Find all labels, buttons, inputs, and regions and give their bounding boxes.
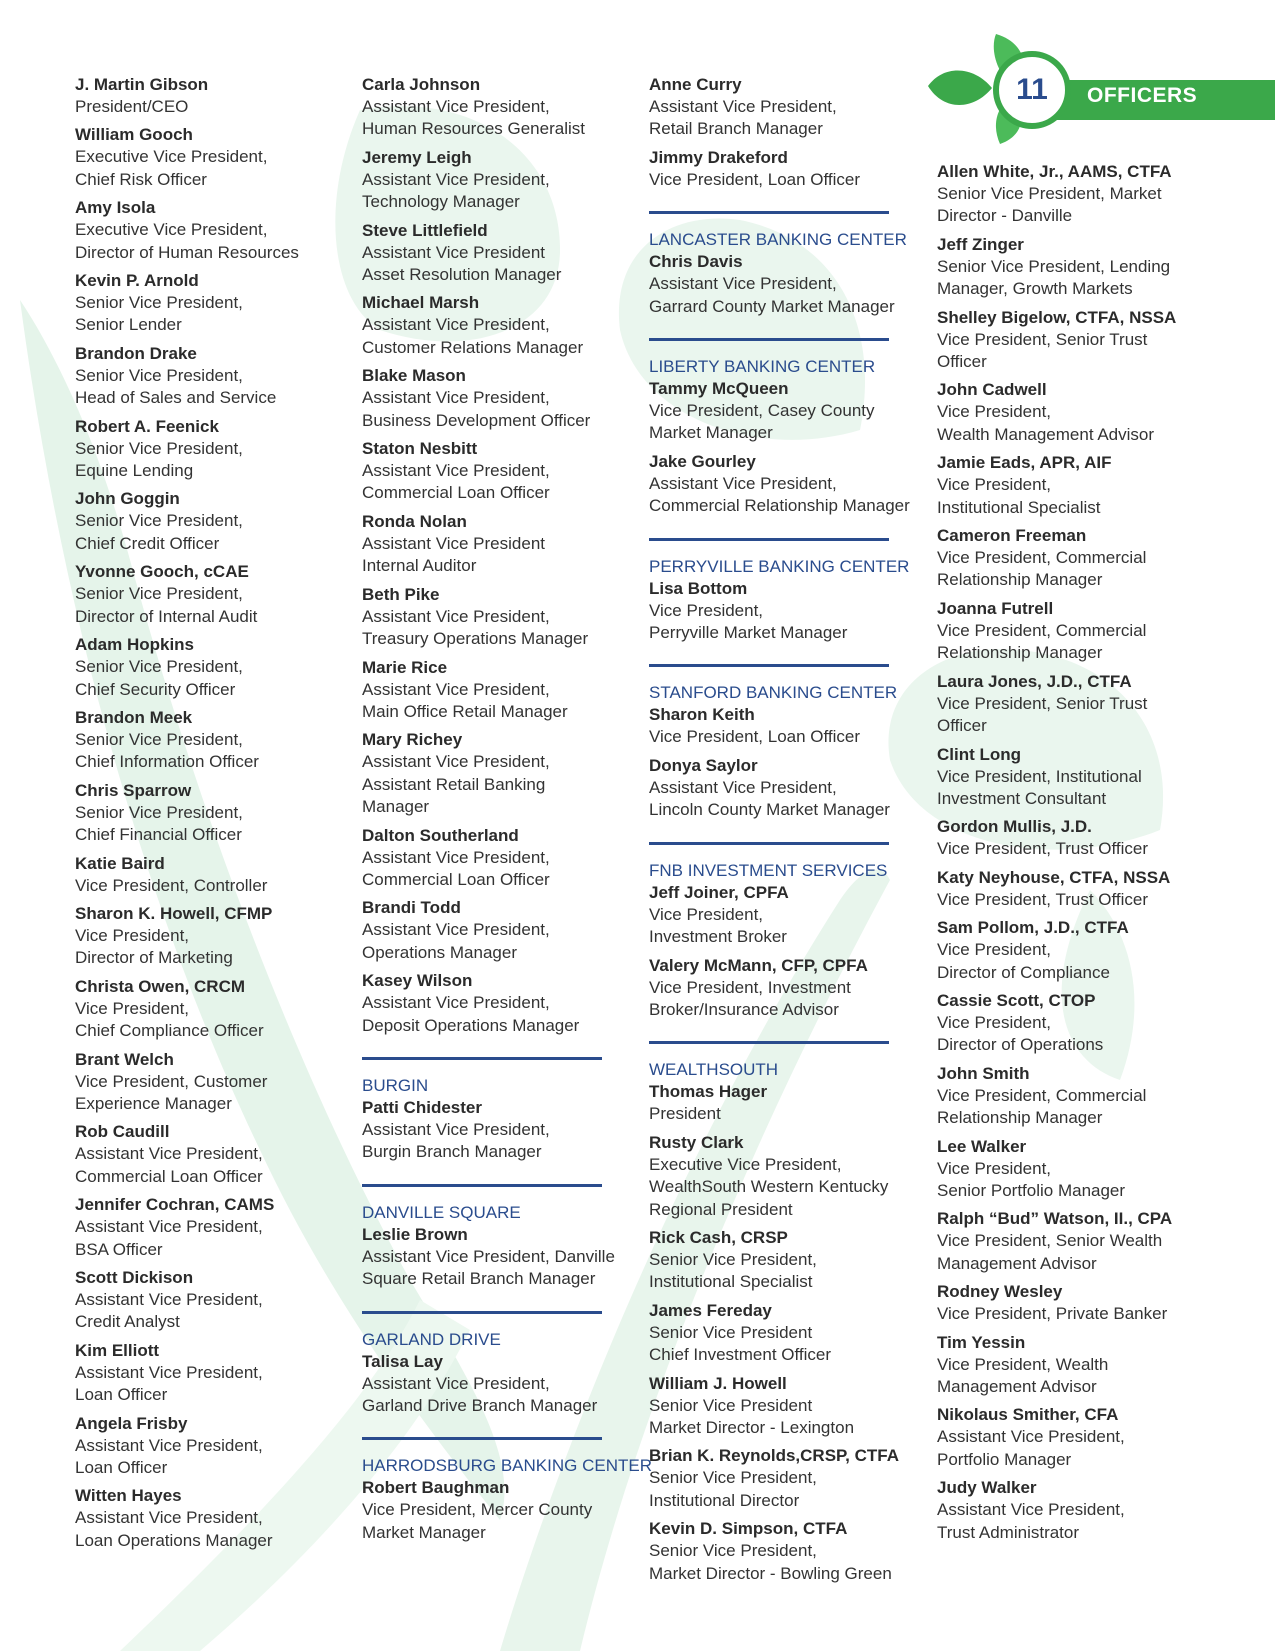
officer-entry — [75, 1413, 343, 1480]
officer-title: Vice President, Senior Portfolio Manager — [937, 1158, 1126, 1200]
officer-entry — [362, 729, 630, 818]
officer-name: Joanna Futrell — [937, 598, 1054, 618]
officer-name: Nikolaus Smither, CFA — [937, 1405, 1119, 1425]
officer-entry — [937, 671, 1205, 738]
section-divider — [362, 1057, 602, 1060]
officer-entry — [937, 1136, 1205, 1203]
officer-title: Assistant Vice President, Loan Operations Manager — [75, 1508, 273, 1550]
officer-name: Robert A. Feenick — [75, 416, 219, 436]
officer-name: Michael Marsh — [362, 293, 480, 313]
officer-section — [362, 1311, 630, 1418]
officer-name: Beth Pike — [362, 584, 440, 604]
officer-entry — [649, 451, 917, 518]
officer-entry — [362, 147, 630, 214]
officer-entry — [937, 452, 1205, 519]
officer-entry — [649, 882, 917, 949]
officer-title: Senior Vice President, Director of Internal Audit — [75, 584, 258, 626]
officer-title: Senior Vice President, Institutional Director — [649, 1468, 817, 1510]
officer-name: Chris Davis — [649, 252, 743, 272]
officer-entry — [937, 525, 1205, 592]
officer-entry — [937, 379, 1205, 446]
officer-entry — [362, 511, 630, 578]
officer-title: Senior Vice President Market Director - Lexington — [649, 1395, 855, 1437]
officer-name: Brandon Drake — [75, 343, 197, 363]
officer-name: Jimmy Drakeford — [649, 147, 788, 167]
officer-name: Robert Baughman — [362, 1478, 510, 1498]
section-heading: FNB INVESTMENT SERVICES — [649, 860, 888, 880]
officer-entry — [937, 598, 1205, 665]
officer-entry — [75, 343, 343, 410]
officer-title: Executive Vice President, Chief Risk Officer — [75, 147, 268, 189]
officer-section — [362, 1184, 630, 1291]
officer-entry — [937, 867, 1205, 911]
officer-entry — [937, 1404, 1205, 1471]
officer-title: Senior Vice President, Chief Credit Officer — [75, 511, 243, 553]
officer-name: Kasey Wilson — [362, 971, 473, 991]
officer-title: Vice President, Director of Operations — [937, 1012, 1104, 1055]
officer-name: James Fereday — [649, 1300, 772, 1320]
officer-name: Mary Richey — [362, 730, 463, 750]
officer-entry — [649, 1081, 917, 1125]
section-divider — [649, 664, 889, 667]
officer-title: Senior Vice President, Head of Sales and Service — [75, 365, 277, 408]
officer-name: Tim Yessin — [937, 1332, 1026, 1352]
officer-name: Rob Caudill — [75, 1122, 170, 1142]
officer-title: Assistant Vice President, Lincoln County Market Manager — [649, 777, 890, 820]
officer-title: Vice President, Trust Officer — [937, 889, 1149, 909]
officer-entry — [75, 270, 343, 337]
section-heading: PERRYVILLE BANKING CENTER — [649, 556, 910, 576]
officer-name: Lee Walker — [937, 1136, 1027, 1156]
officer-title: Vice President, Senior Trust Officer — [937, 693, 1148, 736]
officer-title: Assistant Vice President, Garland Drive Branch Manager — [362, 1373, 598, 1415]
officer-name: Jeremy Leigh — [362, 147, 472, 167]
officer-entry — [362, 1477, 630, 1544]
officer-name: Carla Johnson — [362, 75, 481, 94]
officer-entry — [937, 1208, 1205, 1275]
officer-section — [649, 664, 917, 821]
officer-title: Vice President, Chief Compliance Officer — [75, 998, 264, 1041]
section-divider — [649, 338, 889, 341]
officer-entry — [649, 755, 917, 822]
officer-title: Assistant Vice President, BSA Officer — [75, 1217, 263, 1259]
officer-title: Vice President, Commercial Relationship Manager — [937, 1085, 1147, 1128]
officer-name: Jeff Joiner, CPFA — [649, 882, 789, 902]
officer-name: William J. Howell — [649, 1373, 787, 1393]
officer-entry — [362, 1351, 630, 1418]
officer-group — [75, 74, 343, 1552]
officer-entry — [649, 1300, 917, 1367]
officer-name: Thomas Hager — [649, 1082, 768, 1102]
officer-name: Jamie Eads, APR, AIF — [937, 453, 1112, 473]
officer-entry — [75, 416, 343, 483]
officer-entry — [937, 161, 1205, 228]
officer-name: J. Martin Gibson — [75, 75, 209, 94]
officer-title: Assistant Vice President, Technology Manager — [362, 169, 550, 212]
officer-name: Donya Saylor — [649, 755, 758, 775]
officer-name: Patti Chidester — [362, 1097, 482, 1117]
section-heading: HARRODSBURG BANKING CENTER — [362, 1456, 652, 1476]
officer-name: Jake Gourley — [649, 451, 756, 471]
officer-title: Vice President, Perryville Market Manager — [649, 600, 848, 643]
officer-name: Christa Owen, CRCM — [75, 976, 246, 996]
officer-title: Assistant Vice President, Business Development Officer — [362, 388, 591, 430]
officer-title: Senior Vice President, Market Director - Danville — [937, 184, 1162, 226]
officer-name: Gordon Mullis, J.D. — [937, 817, 1092, 837]
officer-entry — [362, 657, 630, 724]
officer-title: Vice President, Controller — [75, 875, 268, 895]
officer-name: Brandi Todd — [362, 898, 461, 918]
officer-entry — [75, 1485, 343, 1552]
officer-section — [649, 338, 917, 518]
officer-title: Executive Vice President, Director of Human Resources — [75, 220, 299, 262]
officer-name: Yvonne Gooch, cCAE — [75, 562, 249, 582]
officer-title: Vice President, Commercial Relationship Manager — [937, 620, 1147, 663]
officer-name: Tammy McQueen — [649, 379, 789, 399]
officer-name: Marie Rice — [362, 657, 448, 677]
officer-title: Senior Vice President, Chief Financial Officer — [75, 802, 243, 845]
officer-title: Vice President, Customer Experience Manager — [75, 1071, 268, 1113]
officer-entry — [75, 780, 343, 847]
officer-section — [649, 211, 917, 318]
officer-entry — [937, 990, 1205, 1057]
officer-name: Judy Walker — [937, 1478, 1037, 1498]
officer-title: President — [649, 1104, 721, 1124]
officer-title: Assistant Vice President, Garrard County Market Manager — [649, 274, 895, 316]
officer-entry — [362, 970, 630, 1037]
officer-name: Valery McMann, CFP, CPFA — [649, 955, 868, 975]
officer-name: Clint Long — [937, 744, 1022, 764]
officer-name: Chris Sparrow — [75, 780, 192, 800]
officer-name: Witten Hayes — [75, 1486, 182, 1506]
officer-name: Laura Jones, J.D., CTFA — [937, 671, 1132, 691]
officer-entry — [362, 220, 630, 287]
officer-entry — [649, 704, 917, 748]
officer-entry — [362, 584, 630, 651]
page-header — [904, 28, 1275, 148]
officer-name: Brandon Meek — [75, 707, 193, 727]
officer-title: President/CEO — [75, 97, 189, 116]
section-divider — [649, 211, 889, 214]
officer-entry — [937, 816, 1205, 860]
section-divider — [362, 1437, 602, 1440]
officer-name: Kim Elliott — [75, 1340, 160, 1360]
officer-entry — [75, 74, 343, 118]
officer-name: Katy Neyhouse, CTFA, NSSA — [937, 867, 1171, 887]
officer-entry — [362, 74, 630, 141]
officer-entry — [362, 438, 630, 505]
officer-entry — [362, 897, 630, 964]
officer-name: Anne Curry — [649, 75, 742, 94]
officer-name: Allen White, Jr., AAMS, CTFA — [937, 162, 1172, 181]
officer-title: Vice President, Casey County Market Manager — [649, 401, 875, 443]
officer-title: Senior Vice President, Market Director - Bowling Green — [649, 1541, 892, 1583]
section-heading: LANCASTER BANKING CENTER — [649, 230, 907, 250]
officer-name: Rick Cash, CRSP — [649, 1227, 788, 1247]
officer-entry — [649, 955, 917, 1022]
officer-title: Senior Vice President Chief Investment Officer — [649, 1322, 832, 1365]
officer-title: Vice President, Director of Marketing — [75, 925, 233, 968]
officer-title: Assistant Vice President, Portfolio Manager — [937, 1427, 1125, 1469]
officer-name: Jeff Zinger — [937, 234, 1024, 254]
officer-title: Assistant Vice President, Deposit Operations Manager — [362, 993, 580, 1035]
officer-name: Sharon Keith — [649, 705, 755, 725]
officer-title: Vice President, Mercer County Market Manager — [362, 1500, 593, 1542]
officer-section — [649, 538, 917, 645]
officer-title: Assistant Vice President, Commercial Loan Officer — [362, 461, 550, 503]
officer-title: Assistant Vice President, Assistant Retail Banking Manager — [362, 752, 550, 817]
officer-section — [362, 1437, 652, 1544]
officer-entry — [75, 853, 343, 897]
officer-entry — [649, 1373, 917, 1440]
officer-section — [649, 842, 917, 1022]
officer-entry — [75, 561, 343, 628]
officer-entry — [649, 378, 917, 445]
officer-entry — [75, 1121, 343, 1188]
officer-name: Staton Nesbitt — [362, 439, 478, 459]
officer-title: Senior Vice President, Chief Security Officer — [75, 657, 243, 699]
officer-name: Brian K. Reynolds,CRSP, CTFA — [649, 1446, 900, 1466]
officer-title: Assistant Vice President, Main Office Retail Manager — [362, 679, 568, 721]
officer-entry — [362, 1097, 630, 1164]
officer-entry — [362, 1224, 630, 1291]
section-divider — [362, 1311, 602, 1314]
officer-name: Ralph “Bud” Watson, II., CPA — [937, 1209, 1173, 1229]
officer-title: Vice President, Private Banker — [937, 1304, 1168, 1324]
officer-name: Steve Littlefield — [362, 220, 488, 240]
officer-name: Kevin D. Simpson, CTFA — [649, 1519, 848, 1539]
officer-title: Assistant Vice President, Trust Administrator — [937, 1500, 1125, 1542]
officer-title: Assistant Vice President, Human Resources Generalist — [362, 97, 585, 139]
section-heading: GARLAND DRIVE — [362, 1329, 501, 1349]
officer-entry — [937, 234, 1205, 301]
officer-entry — [937, 744, 1205, 811]
officer-name: Lisa Bottom — [649, 578, 748, 598]
officer-entry — [75, 488, 343, 555]
officer-entry — [362, 365, 630, 432]
officer-entry — [937, 1281, 1205, 1325]
officer-entry — [649, 1132, 917, 1221]
officer-title: Assistant Vice President, Customer Relations Manager — [362, 315, 584, 357]
officer-section — [362, 1057, 630, 1164]
officer-entry — [362, 825, 630, 892]
officer-column-4 — [937, 161, 1205, 1550]
officer-title: Assistant Vice President, Loan Officer — [75, 1435, 263, 1478]
officer-name: Brant Welch — [75, 1049, 174, 1069]
officer-entry — [362, 292, 630, 359]
officer-name: Katie Baird — [75, 853, 165, 873]
officer-name: Dalton Southerland — [362, 825, 519, 845]
officer-name: Rusty Clark — [649, 1132, 744, 1152]
section-heading: BURGIN — [362, 1075, 429, 1095]
officer-title: Senior Vice President, Equine Lending — [75, 438, 243, 481]
officer-name: Amy Isola — [75, 198, 156, 218]
officer-title: Assistant Vice President, Commercial Loan Officer — [75, 1144, 263, 1186]
officer-title: Senior Vice President, Senior Lender — [75, 293, 243, 335]
officer-title: Vice President, Wealth Management Advisor — [937, 402, 1155, 444]
officer-title: Assistant Vice President, Retail Branch Manager — [649, 97, 837, 139]
officer-name: William Gooch — [75, 125, 193, 145]
officer-title: Vice President, Institutional Investment Consultant — [937, 766, 1142, 808]
officer-title: Executive Vice President, WealthSouth Western Kentucky Regional President — [649, 1154, 889, 1219]
officer-name: Leslie Brown — [362, 1224, 468, 1244]
officer-entry — [649, 147, 917, 191]
officer-name: Blake Mason — [362, 366, 466, 386]
officer-name: Sam Pollom, J.D., CTFA — [937, 918, 1129, 938]
officer-title: Assistant Vice President, Loan Officer — [75, 1362, 263, 1405]
officer-title: Senior Vice President, Lending Manager, Growth Markets — [937, 256, 1171, 299]
officer-entry — [75, 903, 343, 970]
section-title: OFFICERS — [1087, 84, 1198, 107]
page-number: 11 — [1016, 73, 1048, 106]
officer-entry — [75, 197, 343, 264]
officer-entry — [649, 251, 917, 318]
officer-entry — [649, 1227, 917, 1294]
officer-name: John Goggin — [75, 489, 180, 509]
officer-title: Vice President, Commercial Relationship Manager — [937, 548, 1147, 590]
officer-group — [649, 74, 917, 191]
officer-name: Cassie Scott, CTOP — [937, 990, 1096, 1010]
officer-entry — [75, 124, 343, 191]
officer-name: Ronda Nolan — [362, 511, 467, 531]
officer-name: Rodney Wesley — [937, 1282, 1063, 1302]
officer-name: Shelley Bigelow, CTFA, NSSA — [937, 307, 1177, 327]
officer-title: Vice President, Loan Officer — [649, 727, 861, 747]
officer-title: Assistant Vice President, Operations Manager — [362, 920, 550, 962]
section-divider — [649, 538, 889, 541]
officer-name: Kevin P. Arnold — [75, 271, 199, 291]
officer-title: Vice President, Senior Trust Officer — [937, 329, 1148, 372]
section-divider — [649, 1041, 889, 1044]
officer-title: Assistant Vice President, Treasury Operations Manager — [362, 606, 589, 649]
officer-title: Assistant Vice President Asset Resolution Manager — [362, 242, 562, 285]
officer-title: Vice President, Investment Broker — [649, 904, 787, 947]
officer-entry — [937, 1063, 1205, 1130]
officer-title: Assistant Vice President, Burgin Branch Manager — [362, 1119, 550, 1162]
officer-entry — [649, 1445, 917, 1512]
officer-title: Senior Vice President, Institutional Specialist — [649, 1249, 817, 1292]
officer-title: Vice President, Director of Compliance — [937, 940, 1110, 982]
officer-title: Assistant Vice President, Danville Square Retail Branch Manager — [362, 1246, 615, 1289]
officer-entry — [649, 74, 917, 141]
officer-title: Senior Vice President, Chief Information Officer — [75, 729, 259, 772]
officer-title: Assistant Vice President, Credit Analyst — [75, 1290, 263, 1332]
officer-name: Adam Hopkins — [75, 635, 195, 655]
officer-entry — [75, 707, 343, 774]
officer-title: Assistant Vice President Internal Auditor — [362, 533, 545, 576]
officer-column-2 — [362, 74, 652, 1550]
officer-name: Angela Frisby — [75, 1413, 188, 1433]
officer-entry — [75, 1340, 343, 1407]
officer-group — [937, 161, 1205, 1544]
officer-entry — [75, 1194, 343, 1261]
officer-entry — [937, 307, 1205, 374]
officer-title: Vice President, Trust Officer — [937, 839, 1149, 859]
officer-name: Cameron Freeman — [937, 526, 1087, 546]
officer-entry — [649, 1518, 917, 1585]
section-heading: WEALTHSOUTH — [649, 1060, 779, 1080]
officer-name: Sharon K. Howell, CFMP — [75, 903, 273, 923]
officer-title: Vice President, Loan Officer — [649, 169, 861, 189]
officer-title: Assistant Vice President, Commercial Loan Officer — [362, 847, 550, 889]
officer-title: Vice President, Institutional Specialist — [937, 475, 1101, 517]
officer-entry — [937, 1332, 1205, 1399]
officer-name: John Smith — [937, 1063, 1030, 1083]
officer-name: John Cadwell — [937, 380, 1047, 400]
officer-name: Jennifer Cochran, CAMS — [75, 1195, 275, 1215]
officer-entry — [75, 1049, 343, 1116]
officer-column-3 — [649, 74, 917, 1591]
section-heading: LIBERTY BANKING CENTER — [649, 357, 876, 377]
officer-title: Vice President, Senior Wealth Management Advisor — [937, 1231, 1163, 1273]
officer-name: Scott Dickison — [75, 1268, 194, 1287]
section-heading: DANVILLE SQUARE — [362, 1202, 521, 1222]
officer-entry — [75, 976, 343, 1043]
officer-name: Talisa Lay — [362, 1351, 443, 1371]
officer-group — [362, 74, 630, 1037]
officer-entry — [937, 1477, 1205, 1544]
section-heading: STANFORD BANKING CENTER — [649, 683, 898, 703]
section-divider — [362, 1184, 602, 1187]
officer-entry — [75, 1267, 343, 1334]
officer-entry — [75, 634, 343, 701]
officer-title: Vice President, Wealth Management Advisor — [937, 1354, 1109, 1396]
officer-entry — [649, 578, 917, 645]
officer-section — [649, 1041, 917, 1585]
officer-column-1 — [75, 74, 343, 1558]
officer-title: Vice President, Investment Broker/Insurance Advisor — [649, 977, 851, 1019]
section-divider — [649, 842, 889, 845]
officer-title: Assistant Vice President, Commercial Relationship Manager — [649, 473, 910, 516]
officer-entry — [937, 917, 1205, 984]
